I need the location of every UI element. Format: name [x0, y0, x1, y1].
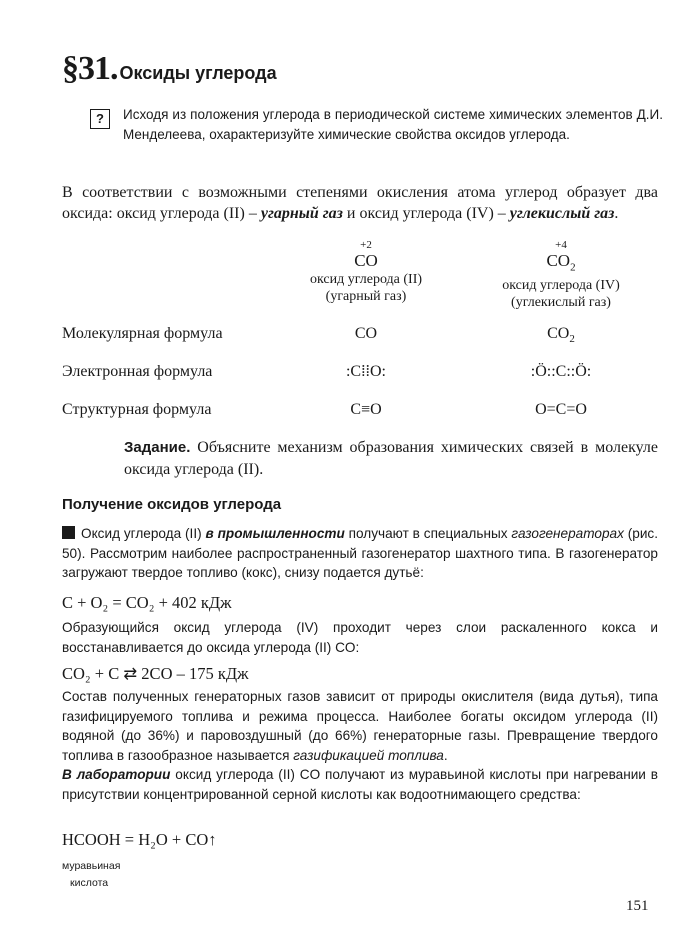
common-name-co: (угарный газ) [325, 289, 407, 304]
structural-co2: O=C=O [535, 401, 587, 418]
row-label-molecular: Молекулярная формула [62, 325, 223, 342]
section-title [62, 50, 277, 88]
laboratory-paragraph: В лаборатории оксид углерода (II) CO получают из муравьиной кислоты при нагревании в присутствии концентрированной серной кислоты как водоотнимающего средства: [62, 767, 658, 802]
formic-acid-label: муравьиная кислота [62, 860, 121, 889]
square-bullet-icon [62, 526, 75, 539]
task-label: Задание. [124, 439, 191, 456]
oxide-column-co2 [486, 240, 636, 311]
industry-paragraph: Оксид углерода (II) в промышленности получают в специальных газогенераторах (рис. 50). Рассмотрим наиболее распространенный газогенератор шахтного типа. В газогенератор загружают твердое топливо (кокс), снизу подается дутьё: [62, 526, 659, 580]
generator-gases-paragraph: Состав полученных генераторных газов зависит от природы окислителя (вида дутья), типа газифицируемого топлива и режима процесса. Наиболее богаты оксидом углерода (II) водяной (до 36%) и паровоздушный (до 66%) генераторные газы. Превращение твердого топлива в газообразное называется газификацией топлива. [62, 689, 658, 763]
page-number: 151 [626, 898, 649, 914]
row-label-electronic: Электронная формула [62, 363, 213, 380]
equation-1: C + O₂ = CO₂ + 402 кДж [62, 593, 232, 612]
production-heading: Получение оксидов углерода [62, 496, 282, 513]
name-co2: оксид углерода (IV) [502, 278, 620, 294]
intro-paragraph: В соответствии с возможными степенями окисления атома углерод образует два оксида: оксид углерода (II) – угарный газ и оксид углерода (IV) – углекислый газ. [62, 184, 658, 222]
name-co: оксид углерода (II) [309, 272, 423, 287]
term-uglekisly: углекислый газ [509, 205, 615, 222]
equation-2: CO₂ + C ⇄ 2CO – 175 кДж [62, 664, 249, 683]
formula-co: CO [354, 251, 378, 270]
equation-3: HCOOH = H₂O + CO↑ [62, 830, 217, 849]
formula-co2: $CO_2$ [546, 251, 576, 274]
structural-co: C≡O [350, 401, 382, 418]
section-number: §31. [62, 50, 118, 87]
question-text: Исходя из положения углерода в периодической системе химических элементов Д.И. Менделеева, охарактеризуйте химические свойства оксидов углерода. [123, 107, 663, 142]
term-ugarny: угарный газ [260, 205, 343, 222]
molecular-co2: $CO_2$ [547, 325, 575, 346]
oxide-column-co [296, 240, 436, 305]
common-name-co2: (углекислый газ) [511, 295, 611, 311]
task-paragraph: Задание. Объясните механизм образования химических связей в молекуле оксида углерода (II). [124, 439, 658, 478]
molecular-co: CO [354, 325, 378, 342]
oxidation-state-co: +2 [360, 239, 372, 251]
electronic-co2: :Ö::C::Ö: [530, 363, 592, 380]
electronic-co: :C⁞⁞O: [345, 363, 386, 380]
oxidation-state-co2: +4 [555, 239, 567, 251]
row-label-structural: Структурная формула [62, 401, 212, 418]
question-icon: ? [90, 109, 110, 129]
section-name: Оксиды углерода [119, 63, 277, 83]
reduction-paragraph: Образующийся оксид углерода (IV) проходит через слои раскаленного кокса и восстанавливается до оксида углерода (II) CO: [62, 620, 658, 655]
